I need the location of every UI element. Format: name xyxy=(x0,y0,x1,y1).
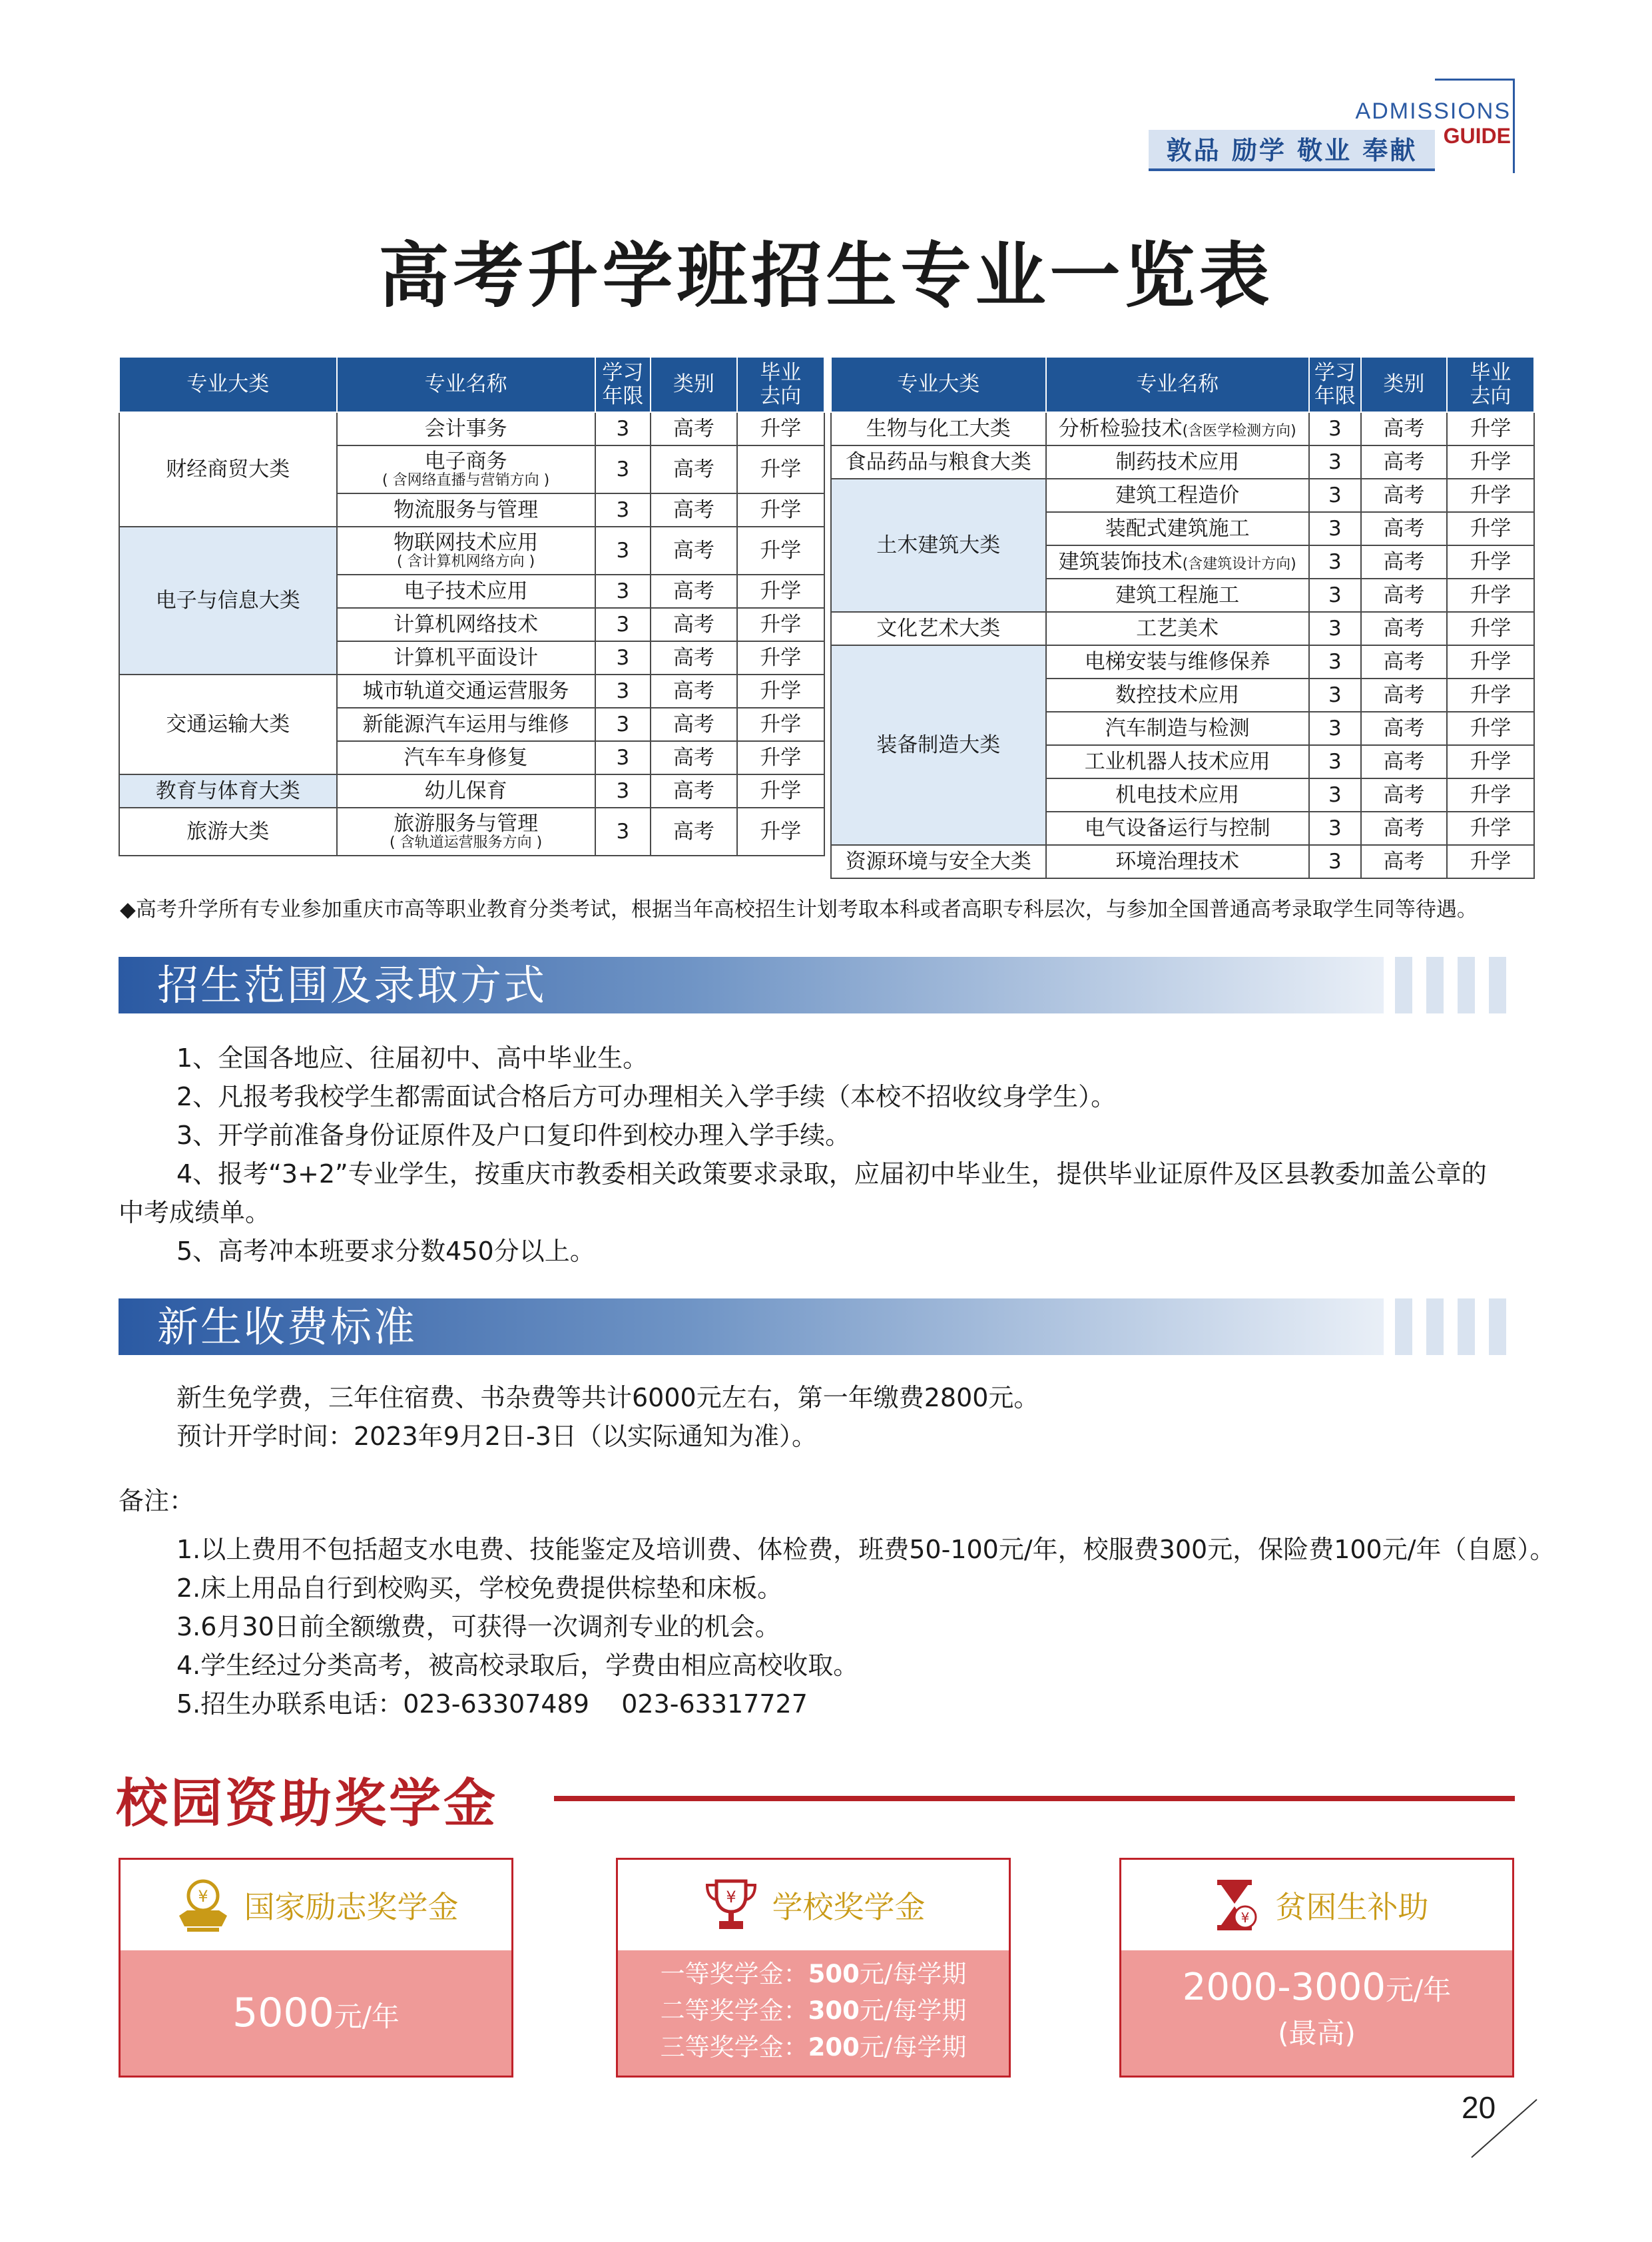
major-name-cell: 幼儿保育 xyxy=(337,774,595,808)
dest-cell: 升学 xyxy=(737,445,824,493)
dest-cell: 升学 xyxy=(1447,545,1534,579)
type-cell: 高考 xyxy=(651,575,736,608)
table-body xyxy=(119,412,824,856)
years-cell: 3 xyxy=(1309,645,1361,679)
bar-stripe xyxy=(1395,1298,1412,1355)
card-amount: 5000元/年 xyxy=(232,1990,400,2036)
bar-stripe xyxy=(1489,1298,1506,1355)
type-cell: 高考 xyxy=(651,741,736,774)
hourglass-icon xyxy=(1205,1876,1264,1934)
remark-1: 1.以上费用不包括超支水电费、技能鉴定及培训费、体检费，班费50-100元/年，校服费300元，保险费100元/年（自愿）。 xyxy=(176,1535,1555,1564)
dest-cell: 升学 xyxy=(737,412,824,445)
remark-label: 备注： xyxy=(119,1486,195,1516)
table-header-row xyxy=(119,357,824,412)
dest-cell: 升学 xyxy=(1447,512,1534,545)
major-name-cell: 工艺美术 xyxy=(1046,612,1309,645)
dest-cell: 升学 xyxy=(1447,778,1534,812)
dest-cell: 升学 xyxy=(1447,579,1534,612)
major-name-cell: 新能源汽车运用与维修 xyxy=(337,708,595,741)
table-row xyxy=(831,445,1534,479)
major-name-cell: 汽车车身修复 xyxy=(337,741,595,774)
category-cell: 土木建筑大类 xyxy=(831,479,1046,612)
column-header: 专业名称 xyxy=(337,357,595,412)
years-cell: 3 xyxy=(1309,579,1361,612)
dest-cell: 升学 xyxy=(1447,712,1534,745)
category-cell: 资源环境与安全大类 xyxy=(831,845,1046,878)
type-cell: 高考 xyxy=(1361,778,1447,812)
majors-table-left xyxy=(119,356,825,856)
type-cell: 高考 xyxy=(651,675,736,708)
column-header: 毕业 去向 xyxy=(1447,357,1534,412)
major-name-cell: 机电技术应用 xyxy=(1046,778,1309,812)
category-cell: 电子与信息大类 xyxy=(119,527,337,675)
fee-line-2: 预计开学时间：2023年9月2日-3日（以实际通知为准）。 xyxy=(176,1422,817,1451)
dest-cell: 升学 xyxy=(737,527,824,575)
bar-stripe xyxy=(1458,1298,1475,1355)
table-header-row xyxy=(831,357,1534,412)
major-name-cell: 电气设备运行与控制 xyxy=(1046,812,1309,845)
type-cell: 高考 xyxy=(1361,845,1447,878)
card-label: 学校奖学金 xyxy=(772,1889,926,1925)
dest-cell: 升学 xyxy=(737,708,824,741)
tier-3: 三等奖学金：200元/每学期 xyxy=(660,2033,967,2062)
type-cell: 高考 xyxy=(651,412,736,445)
type-cell: 高考 xyxy=(1361,579,1447,612)
dest-cell: 升学 xyxy=(737,741,824,774)
category-cell: 旅游大类 xyxy=(119,808,337,856)
major-name-cell: 电子技术应用 xyxy=(337,575,595,608)
category-cell: 文化艺术大类 xyxy=(831,612,1046,645)
section-bar-fees xyxy=(119,1298,1515,1355)
admission-item-1: 1、全国各地应、往届初中、高中毕业生。 xyxy=(176,1043,649,1073)
major-name-cell: 物流服务与管理 xyxy=(337,493,595,527)
type-cell: 高考 xyxy=(1361,612,1447,645)
dest-cell: 升学 xyxy=(737,774,824,808)
fee-line-1: 新生免学费，三年住宿费、书杂费等共计6000元左右，第一年缴费2800元。 xyxy=(176,1383,1039,1412)
table-row xyxy=(119,808,824,856)
remark-3: 3.6月30日前全额缴费，可获得一次调剂专业的机会。 xyxy=(176,1612,780,1641)
major-name-cell: 会计事务 xyxy=(337,412,595,445)
page-title: 高考升学班招生专业一览表 xyxy=(378,235,1274,317)
major-name-cell: 制药技术应用 xyxy=(1046,445,1309,479)
years-cell: 3 xyxy=(1309,412,1361,445)
major-name-cell: 工业机器人技术应用 xyxy=(1046,745,1309,778)
major-name-cell: 物联网技术应用 ( 含计算机网络方向 ) xyxy=(337,527,595,575)
table-row xyxy=(831,412,1534,445)
major-name-cell: 分析检验技术(含医学检测方向) xyxy=(1046,412,1309,445)
years-cell: 3 xyxy=(1309,778,1361,812)
column-header: 专业名称 xyxy=(1046,357,1309,412)
category-cell: 装备制造大类 xyxy=(831,645,1046,845)
years-cell: 3 xyxy=(595,708,651,741)
school-motto: 敦品 励学 敬业 奉献 xyxy=(1149,130,1435,171)
admission-item-3: 3、开学前准备身份证原件及户口复印件到校办理入学手续。 xyxy=(176,1121,851,1150)
type-cell: 高考 xyxy=(1361,445,1447,479)
dest-cell: 升学 xyxy=(1447,445,1534,479)
years-cell: 3 xyxy=(1309,512,1361,545)
type-cell: 高考 xyxy=(1361,679,1447,712)
years-cell: 3 xyxy=(1309,712,1361,745)
card-label: 国家励志奖学金 xyxy=(244,1889,459,1925)
admission-item-4-cont: 中考成绩单。 xyxy=(119,1198,271,1227)
category-cell: 财经商贸大类 xyxy=(119,412,337,527)
type-cell: 高考 xyxy=(1361,812,1447,845)
table-footnote: ◆高考升学所有专业参加重庆市高等职业教育分类考试，根据当年高校招生计划考取本科或者高职专科层次，与参加全国普通高考录取学生同等待遇。 xyxy=(120,898,1478,922)
type-cell: 高考 xyxy=(1361,712,1447,745)
type-cell: 高考 xyxy=(651,445,736,493)
admission-item-2: 2、凡报考我校学生都需面试合格后方可办理相关入学手续（本校不招收纹身学生）。 xyxy=(176,1082,1117,1111)
table-row xyxy=(831,479,1534,512)
column-header: 类别 xyxy=(651,357,736,412)
years-cell: 3 xyxy=(1309,679,1361,712)
type-cell: 高考 xyxy=(1361,645,1447,679)
years-cell: 3 xyxy=(1309,545,1361,579)
major-name-cell: 城市轨道交通运营服务 xyxy=(337,675,595,708)
dest-cell: 升学 xyxy=(1447,812,1534,845)
table-row xyxy=(831,845,1534,878)
dest-cell: 升学 xyxy=(737,675,824,708)
table-row xyxy=(831,645,1534,679)
guide-label: GUIDE xyxy=(1443,124,1511,148)
dest-cell: 升学 xyxy=(1447,645,1534,679)
years-cell: 3 xyxy=(595,741,651,774)
years-cell: 3 xyxy=(1309,812,1361,845)
admission-item-4: 4、报考“3+2”专业学生，按重庆市教委相关政策要求录取，应届初中毕业生，提供毕业证原件及区县教委加盖公章的 xyxy=(176,1159,1487,1189)
category-cell: 生物与化工大类 xyxy=(831,412,1046,445)
category-cell: 教育与体育大类 xyxy=(119,774,337,808)
bar-stripe xyxy=(1395,957,1412,1013)
major-name-cell: 建筑工程施工 xyxy=(1046,579,1309,612)
table-row xyxy=(119,774,824,808)
admissions-label: ADMISSIONS xyxy=(1355,99,1511,124)
card-poverty-aid xyxy=(1119,1858,1514,2078)
years-cell: 3 xyxy=(595,641,651,675)
bar-stripe xyxy=(1426,957,1444,1013)
svg-text:¥: ¥ xyxy=(725,1888,736,1906)
scholarship-rule xyxy=(554,1796,1515,1801)
years-cell: 3 xyxy=(1309,745,1361,778)
bar-stripe xyxy=(1426,1298,1444,1355)
major-name-cell: 环境治理技术 xyxy=(1046,845,1309,878)
remark-2: 2.床上用品自行到校购买，学校免费提供棕垫和床板。 xyxy=(176,1573,783,1603)
column-header: 类别 xyxy=(1361,357,1447,412)
column-header: 专业大类 xyxy=(831,357,1046,412)
category-cell: 食品药品与粮食大类 xyxy=(831,445,1046,479)
card-label: 贫困生补助 xyxy=(1275,1889,1429,1925)
remark-5: 5.招生办联系电话：023-63307489 023-63317727 xyxy=(176,1689,808,1719)
dest-cell: 升学 xyxy=(1447,479,1534,512)
remark-4: 4.学生经过分类高考，被高校录取后，学费由相应高校收取。 xyxy=(176,1651,859,1680)
table-row xyxy=(119,412,824,445)
tier-1: 一等奖学金：500元/每学期 xyxy=(660,1960,967,1988)
card-school-scholarship xyxy=(616,1858,1011,2078)
type-cell: 高考 xyxy=(1361,412,1447,445)
dest-cell: 升学 xyxy=(737,808,824,856)
column-header: 学习 年限 xyxy=(595,357,651,412)
years-cell: 3 xyxy=(595,412,651,445)
header-badge xyxy=(1149,79,1515,173)
type-cell: 高考 xyxy=(1361,479,1447,512)
column-header: 学习 年限 xyxy=(1309,357,1361,412)
section-title: 新生收费标准 xyxy=(157,1302,417,1351)
card-amount: 2000-3000元/年 (最高) xyxy=(1182,1966,1452,2050)
column-header: 专业大类 xyxy=(119,357,337,412)
admission-item-5: 5、高考冲本班要求分数450分以上。 xyxy=(176,1237,595,1266)
medal-icon xyxy=(174,1876,232,1934)
major-name-cell: 汽车制造与检测 xyxy=(1046,712,1309,745)
years-cell: 3 xyxy=(595,675,651,708)
trophy-icon xyxy=(702,1876,760,1934)
bar-stripe xyxy=(1458,957,1475,1013)
dest-cell: 升学 xyxy=(1447,612,1534,645)
years-cell: 3 xyxy=(595,608,651,641)
dest-cell: 升学 xyxy=(1447,412,1534,445)
table-body xyxy=(831,412,1534,878)
scholarship-title: 校园资助奖学金 xyxy=(116,1774,499,1834)
dest-cell: 升学 xyxy=(1447,745,1534,778)
svg-text:¥: ¥ xyxy=(197,1887,208,1906)
dest-cell: 升学 xyxy=(737,608,824,641)
dest-cell: 升学 xyxy=(1447,845,1534,878)
type-cell: 高考 xyxy=(651,774,736,808)
type-cell: 高考 xyxy=(1361,545,1447,579)
major-name-cell: 建筑装饰技术(含建筑设计方向) xyxy=(1046,545,1309,579)
type-cell: 高考 xyxy=(651,708,736,741)
years-cell: 3 xyxy=(1309,479,1361,512)
major-name-cell: 计算机网络技术 xyxy=(337,608,595,641)
table-row xyxy=(119,675,824,708)
category-cell: 交通运输大类 xyxy=(119,675,337,774)
dest-cell: 升学 xyxy=(737,493,824,527)
major-name-cell: 电梯安装与维修保养 xyxy=(1046,645,1309,679)
major-name-cell: 旅游服务与管理 ( 含轨道运营服务方向 ) xyxy=(337,808,595,856)
dest-cell: 升学 xyxy=(737,575,824,608)
major-name-cell: 数控技术应用 xyxy=(1046,679,1309,712)
years-cell: 3 xyxy=(595,808,651,856)
dest-cell: 升学 xyxy=(1447,679,1534,712)
table-row xyxy=(831,612,1534,645)
dest-cell: 升学 xyxy=(737,641,824,675)
years-cell: 3 xyxy=(1309,445,1361,479)
years-cell: 3 xyxy=(595,575,651,608)
card-national-scholarship xyxy=(119,1858,513,2078)
years-cell: 3 xyxy=(595,445,651,493)
page-number: 20 xyxy=(1462,2090,1496,2125)
years-cell: 3 xyxy=(1309,845,1361,878)
years-cell: 3 xyxy=(595,774,651,808)
section-bar-admission xyxy=(119,957,1515,1013)
years-cell: 3 xyxy=(595,493,651,527)
type-cell: 高考 xyxy=(1361,745,1447,778)
major-name-cell: 计算机平面设计 xyxy=(337,641,595,675)
column-header: 毕业 去向 xyxy=(737,357,824,412)
type-cell: 高考 xyxy=(1361,512,1447,545)
type-cell: 高考 xyxy=(651,608,736,641)
major-name-cell: 电子商务 ( 含网络直播与营销方向 ) xyxy=(337,445,595,493)
page-slash-decoration xyxy=(1458,2094,1538,2161)
type-cell: 高考 xyxy=(651,641,736,675)
type-cell: 高考 xyxy=(651,527,736,575)
table-row xyxy=(119,527,824,575)
svg-text:¥: ¥ xyxy=(1240,1910,1249,1926)
section-title: 招生范围及录取方式 xyxy=(157,961,547,1009)
tier-list xyxy=(618,1950,1009,2066)
bar-stripe xyxy=(1489,957,1506,1013)
major-name-cell: 建筑工程造价 xyxy=(1046,479,1309,512)
tier-2: 二等奖学金：300元/每学期 xyxy=(660,1996,967,2025)
years-cell: 3 xyxy=(595,527,651,575)
years-cell: 3 xyxy=(1309,612,1361,645)
type-cell: 高考 xyxy=(651,808,736,856)
majors-table-right xyxy=(830,356,1535,879)
type-cell: 高考 xyxy=(651,493,736,527)
major-name-cell: 装配式建筑施工 xyxy=(1046,512,1309,545)
